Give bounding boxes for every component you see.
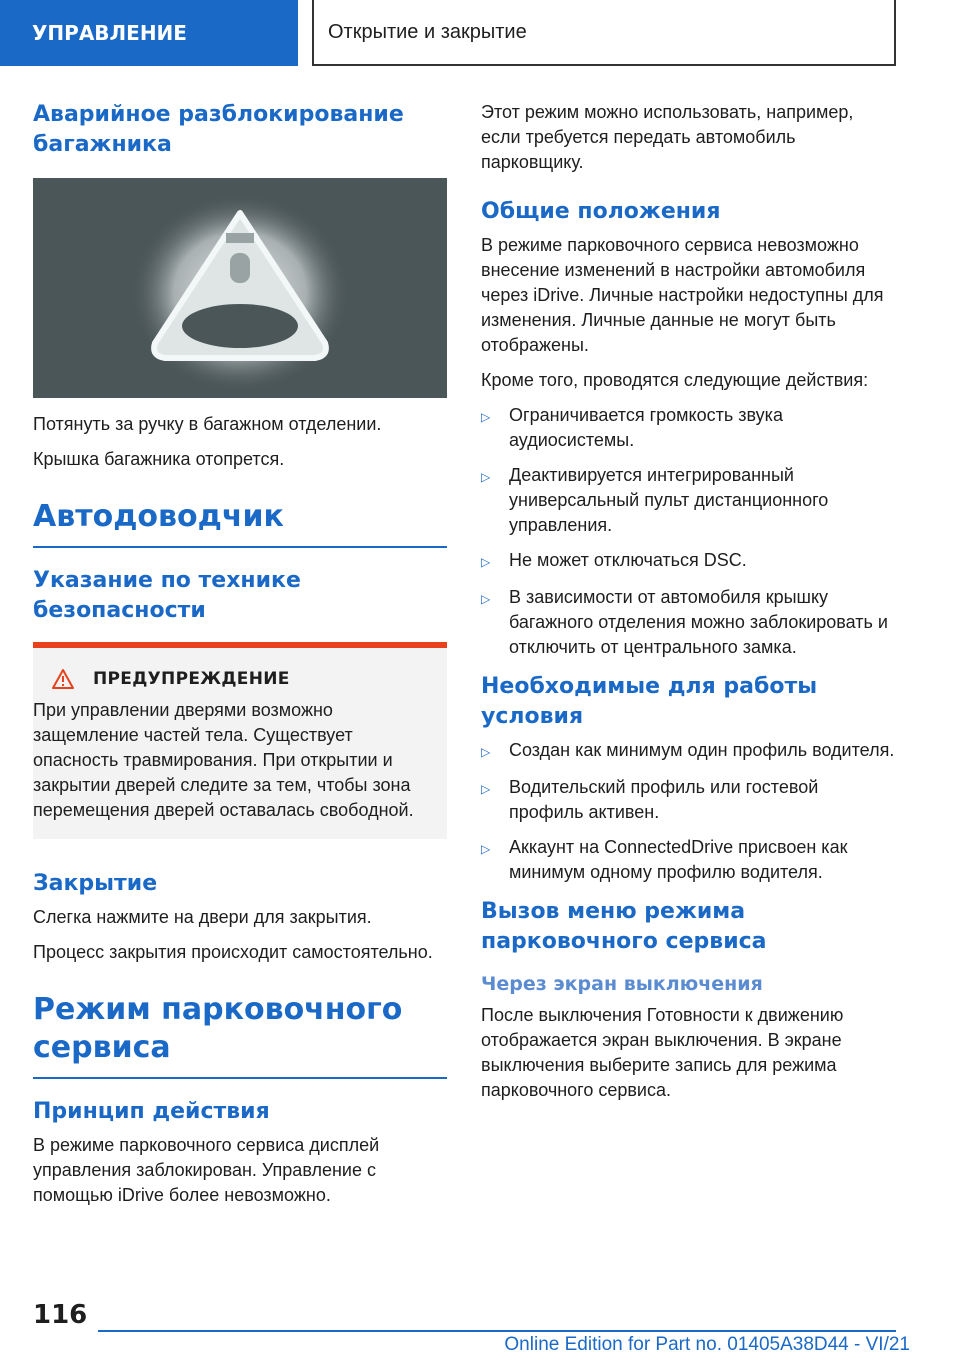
list-item (481, 585, 897, 660)
page-number: 116 (33, 1300, 88, 1330)
list-item (481, 548, 897, 575)
header-section-label: УПРАВЛЕНИЕ (32, 21, 187, 45)
warning-title: ПРЕДУПРЕЖДЕНИЕ (93, 669, 290, 689)
shutdown-screen-heading: Через экран выключения (481, 973, 763, 995)
list-item-text: В зависимости от автомобиля крышку багажного отделения можно заблокировать и отключить от центрального замка. (509, 587, 888, 657)
soft-close-heading: Автодоводчик (33, 498, 447, 548)
header-chapter-title (312, 0, 896, 66)
list-item-text: Водительский профиль или гостевой профиль активен. (509, 777, 819, 822)
warning-header (33, 668, 431, 690)
list-item-text: Аккаунт на ConnectedDrive присвоен как минимум одному профилю водителя. (509, 837, 848, 882)
triangle-bullet-icon: ▷ (481, 842, 491, 856)
list-item-text: Не может отключаться DSC. (509, 550, 747, 570)
header-chapter-label: Открытие и закрытие (328, 20, 527, 43)
left-column (33, 100, 447, 1218)
list-item (481, 463, 897, 538)
principle-text: В режиме парковочного сервиса дисплей управления заблокирован. Управление с помощью iDrive более невозможно. (33, 1135, 380, 1205)
list-item (481, 738, 897, 765)
general-text-1: В режиме парковочного сервиса невозможно внесение изменений в настройки автомобиля через iDrive. Личные настройки недоступны для изменения. Личные данные не могут быть отображены. (481, 235, 884, 355)
list-item-text: Деактивируется интегрированный универсальный пульт дистанционного управления. (509, 465, 829, 535)
triangle-bullet-icon: ▷ (481, 410, 491, 424)
emergency-step-1: Потянуть за ручку в багажном отделении. (33, 414, 382, 434)
list-item-text: Создан как минимум один профиль водителя. (509, 740, 895, 760)
shutdown-screen-text: После выключения Готовности к движению отображается экран выключения. В экране выключения выберите запись для режима парковочного сервиса. (481, 1005, 844, 1100)
right-column (481, 100, 897, 1113)
triangle-bullet-icon: ▷ (481, 745, 491, 759)
trunk-release-handle-icon (33, 178, 447, 398)
closing-text-1: Слегка нажмите на двери для закрытия. (33, 907, 372, 927)
triangle-bullet-icon: ▷ (481, 592, 491, 606)
trunk-release-figure (33, 178, 447, 398)
principle-heading: Принцип действия (33, 1099, 270, 1124)
triangle-bullet-icon: ▷ (481, 782, 491, 796)
list-item-text: Ограничивается громкость звука аудиосистемы. (509, 405, 783, 450)
safety-heading: Указание по технике безопасности (33, 568, 301, 623)
requirements-heading: Необходимые для работы условия (481, 674, 818, 729)
list-item (481, 775, 897, 825)
emergency-step-2: Крышка багажника отопрется. (33, 449, 285, 469)
valet-mode-heading: Режим парковочного сервиса (33, 991, 447, 1079)
general-text-2: Кроме того, проводятся следующие действия: (481, 370, 869, 390)
general-heading: Общие положения (481, 199, 721, 224)
triangle-bullet-icon: ▷ (481, 555, 491, 569)
header-section-tab (0, 0, 298, 66)
requirements-list (481, 738, 897, 885)
triangle-bullet-icon: ▷ (481, 470, 491, 484)
footer-edition-text: Online Edition for Part no. 01405A38D44 - VI/21 (504, 1334, 910, 1355)
warning-block (33, 642, 447, 839)
warning-triangle-icon (33, 668, 93, 690)
list-item (481, 403, 897, 453)
warning-text: При управлении дверями возможно защемление частей тела. Существует опасность травмирования. При открытии и закрытии дверей следите за тем, чтобы зона перемещения дверей оставалась свободной. (33, 700, 414, 820)
footer-divider (98, 1330, 896, 1332)
emergency-release-heading: Аварийное разблокирование багажника (33, 102, 404, 157)
closing-text-2: Процесс закрытия происходит самостоятельно. (33, 942, 433, 962)
closing-heading: Закрытие (33, 871, 158, 896)
valet-menu-heading: Вызов меню режима парковочного сервиса (481, 899, 767, 954)
list-item (481, 835, 897, 885)
valet-intro-text: Этот режим можно использовать, например, если требуется передать автомобиль парковщику. (481, 102, 854, 172)
general-actions-list (481, 403, 897, 660)
